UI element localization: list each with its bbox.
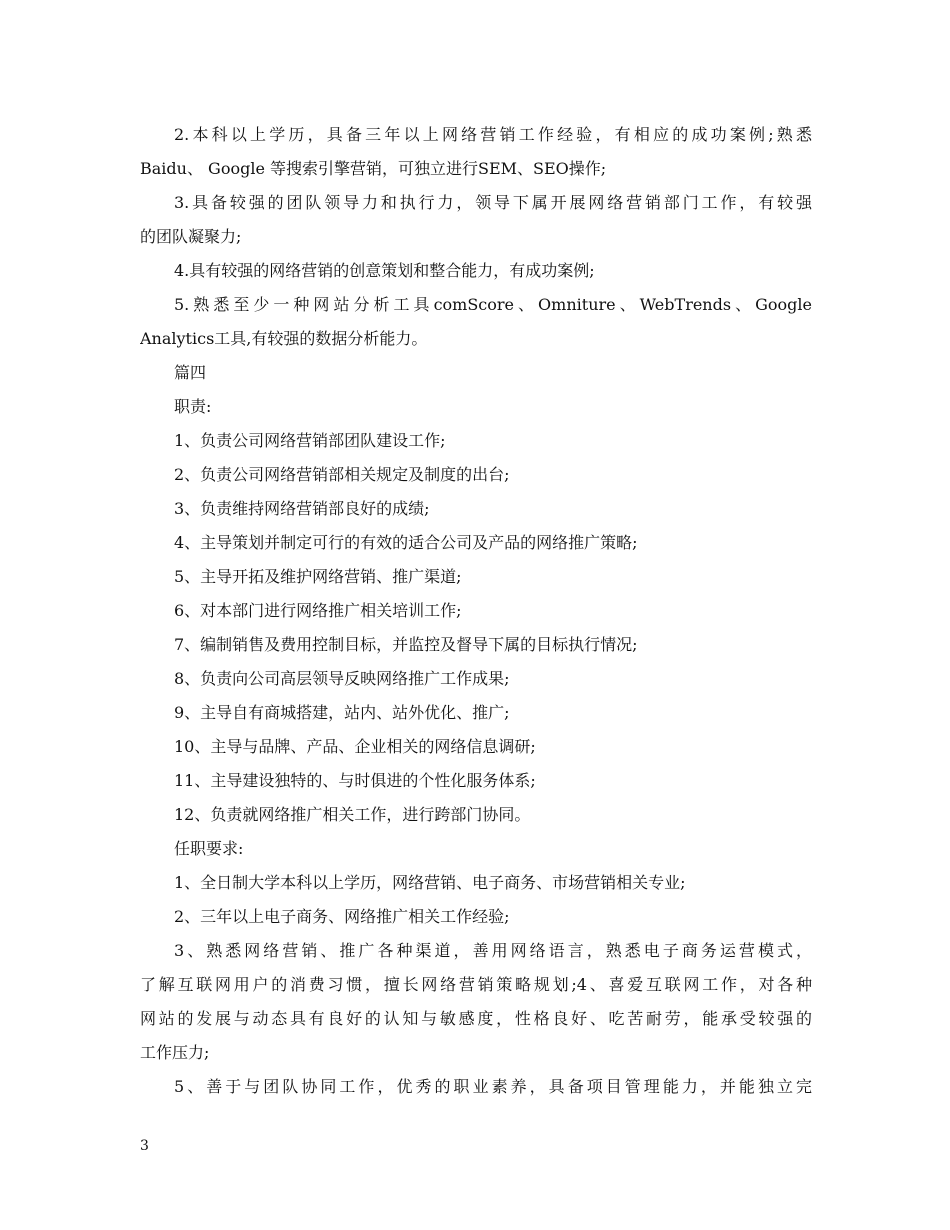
list-item: 1、负责公司网络营销部团队建设工作; [174,431,446,450]
paragraph-line: 5.熟悉至少一种网站分析工具comScore、Omniture、WebTrends、Google [174,295,812,314]
list-item: 5、主导开拓及维护网络营销、推广渠道; [174,567,462,586]
list-item: 2、负责公司网络营销部相关规定及制度的出台; [174,465,510,484]
list-item: 10、主导与品牌、产品、企业相关的网络信息调研; [174,737,536,756]
list-item-continuation: 了解互联网用户的消费习惯，擅长网络营销策略规划;4、喜爱互联网工作，对各种 [140,975,812,994]
section-heading: 篇四 [174,363,207,382]
list-item: 6、对本部门进行网络推广相关培训工作; [174,601,462,620]
list-item: 7、编制销售及费用控制目标，并监控及督导下属的目标执行情况; [174,635,638,654]
list-item: 11、主导建设独特的、与时俱进的个性化服务体系; [174,771,536,790]
subsection-heading: 任职要求: [174,839,244,858]
paragraph-line: 3.具备较强的团队领导力和执行力，领导下属开展网络营销部门工作，有较强 [174,193,812,212]
paragraph-line: Baidu、 Google 等搜索引擎营销，可独立进行SEM、SEO操作; [140,159,607,178]
list-item: 4、主导策划并制定可行的有效的适合公司及产品的网络推广策略; [174,533,638,552]
page-number: 3 [140,1138,149,1154]
body-text [140,118,812,1104]
paragraph-line: 的团队凝聚力; [140,227,242,246]
list-item: 3、熟悉网络营销、推广各种渠道，善用网络语言，熟悉电子商务运营模式， [174,941,812,960]
paragraph-line: 2.本科以上学历，具备三年以上网络营销工作经验，有相应的成功案例;熟悉 [174,125,812,144]
subsection-heading: 职责: [174,397,212,416]
list-item: 3、负责维持网络营销部良好的成绩; [174,499,430,518]
list-item-continuation: 网站的发展与动态具有良好的认知与敏感度，性格良好、吃苦耐劳，能承受较强的 [140,1009,812,1028]
list-item: 12、负责就网络推广相关工作，进行跨部门协同。 [174,805,531,824]
list-item-continuation: 工作压力; [140,1043,210,1062]
paragraph-line: Analytics工具,有较强的数据分析能力。 [140,329,428,348]
list-item: 2、三年以上电子商务、网络推广相关工作经验; [174,907,510,926]
list-item: 9、主导自有商城搭建，站内、站外优化、推广; [174,703,510,722]
paragraph-line: 4.具有较强的网络营销的创意策划和整合能力，有成功案例; [174,261,595,280]
list-item: 8、负责向公司高层领导反映网络推广工作成果; [174,669,510,688]
list-item: 5、善于与团队协同工作，优秀的职业素养，具备项目管理能力，并能独立完 [174,1077,812,1096]
list-item: 1、全日制大学本科以上学历，网络营销、电子商务、市场营销相关专业; [174,873,686,892]
